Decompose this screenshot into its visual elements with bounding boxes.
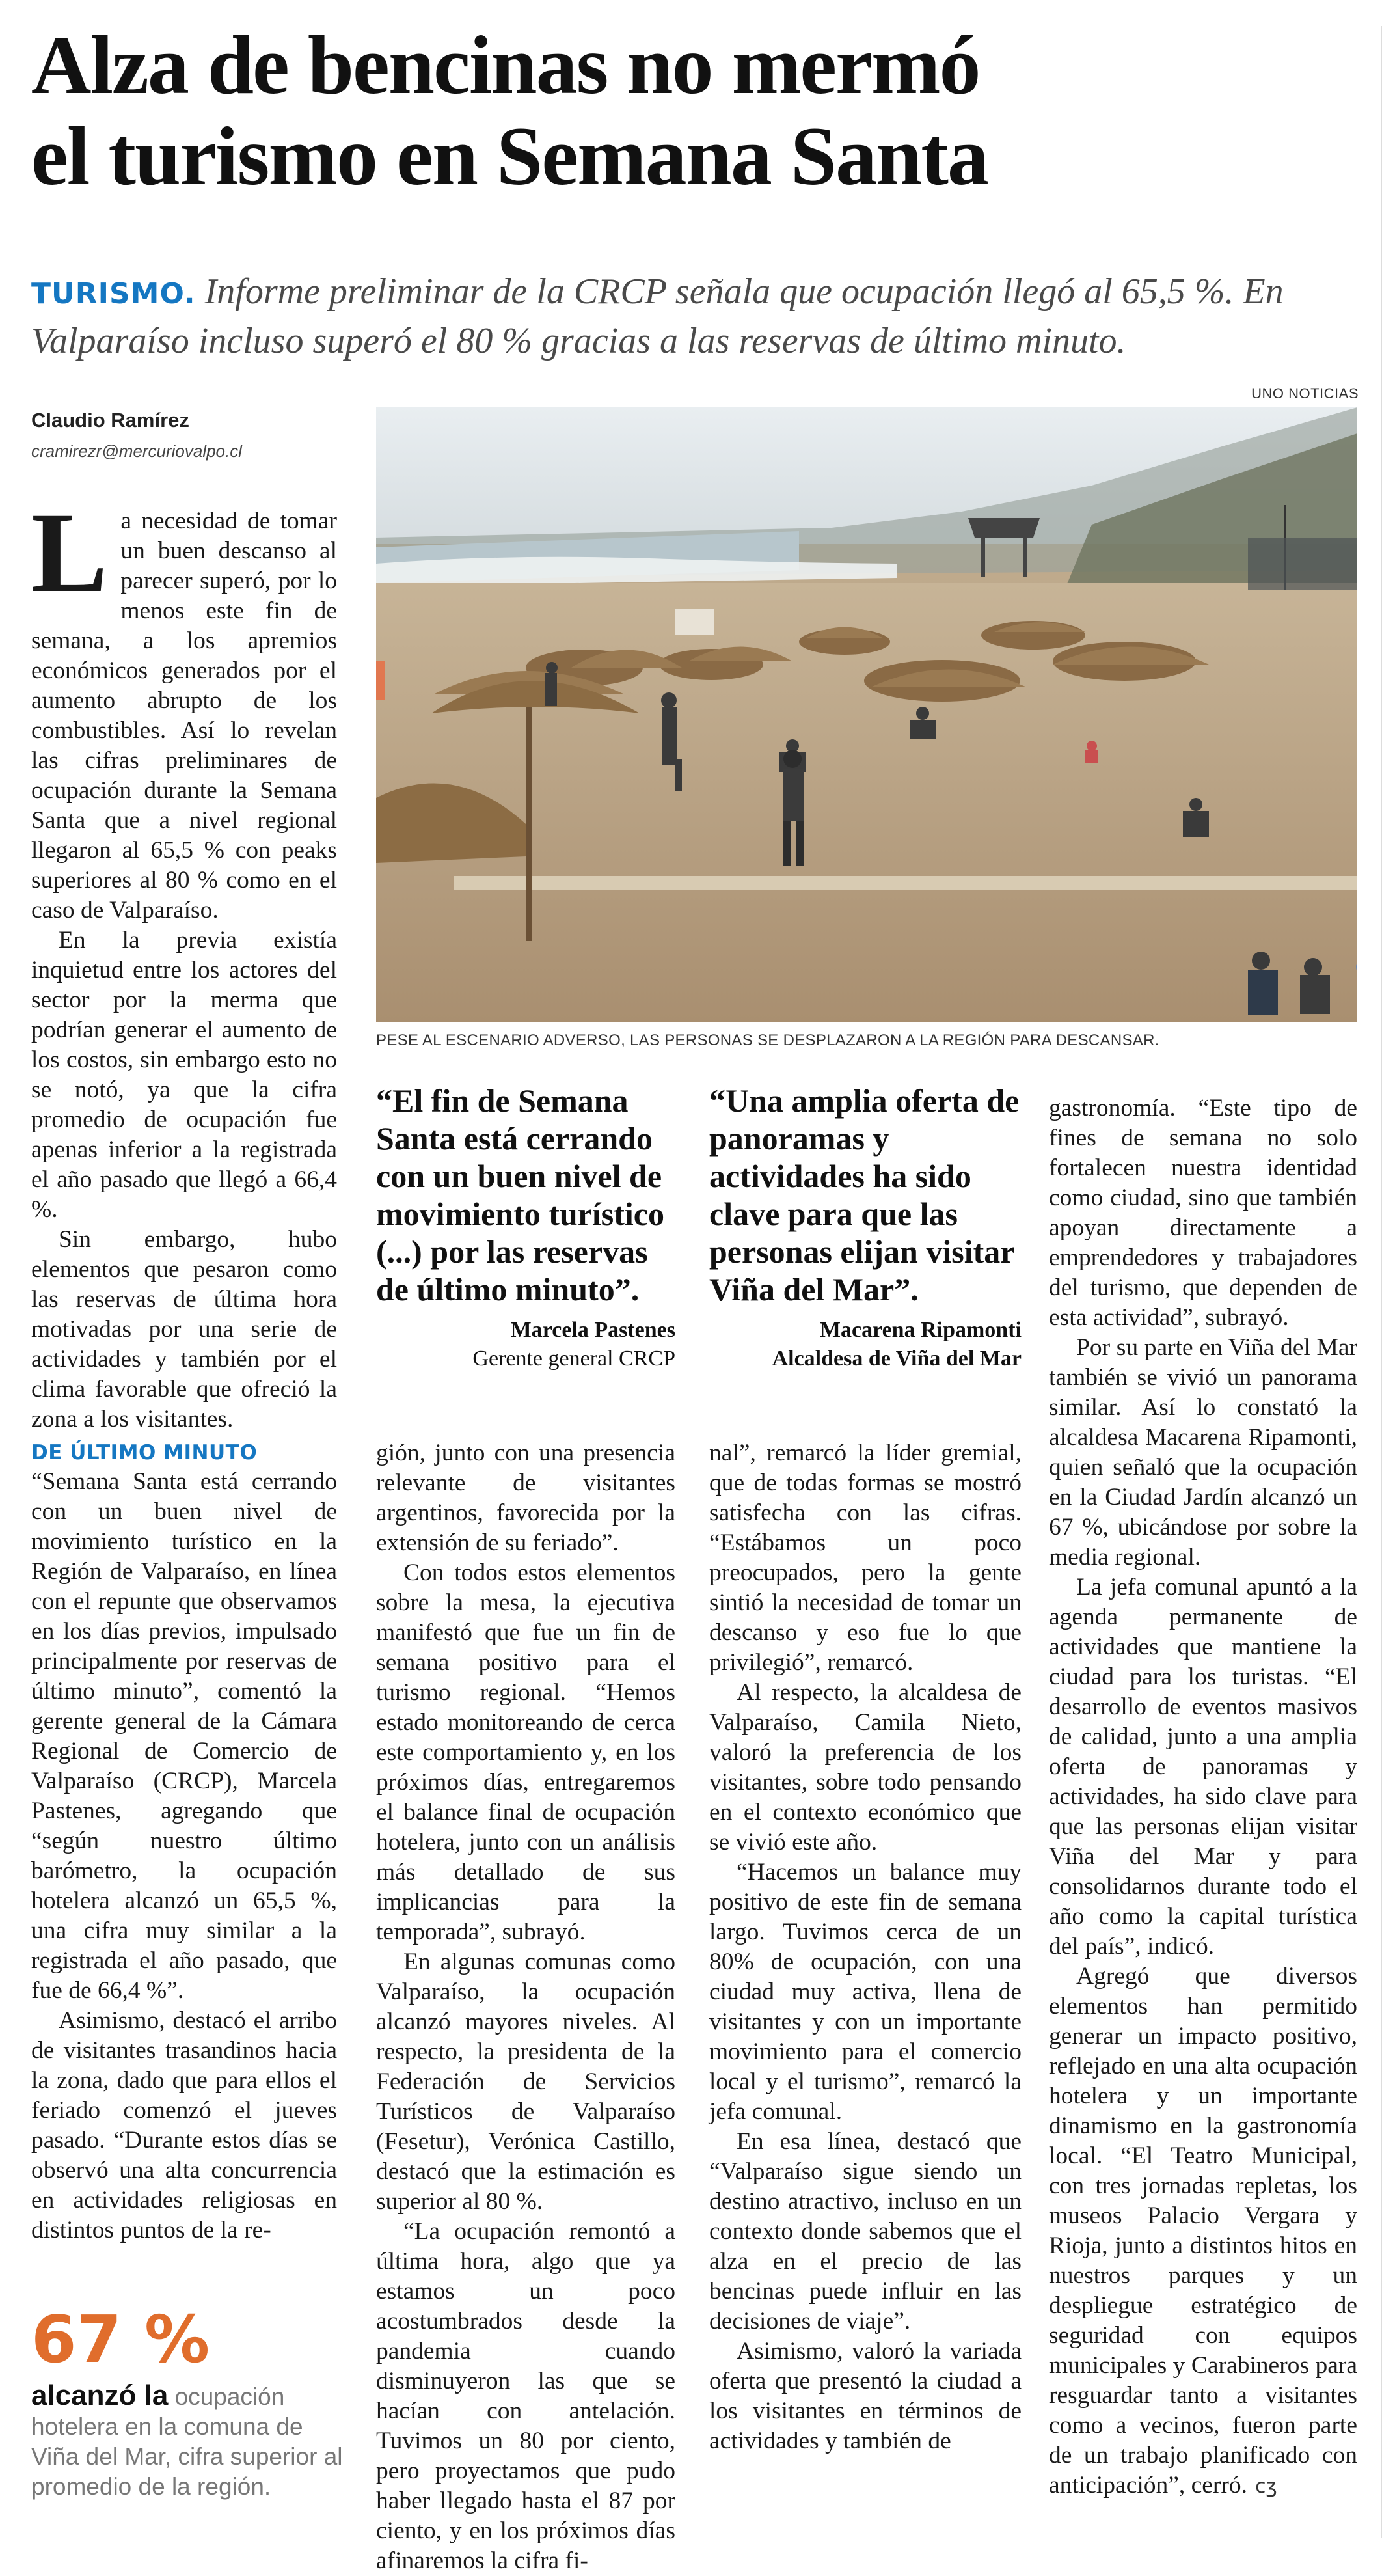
column-4: [1049, 1093, 1357, 2502]
photo-credit: UNO NOTICIAS: [1251, 385, 1359, 402]
stat-text: ocupación hotelera en la comuna de Viña del Mar, cifra superior al promedio de la región.: [31, 2383, 343, 2500]
paragraph: “Hacemos un balance muy positivo de este fin de semana largo. Tuvimos cerca de un 80% de ocupación, con una ciudad muy activa, llena de visitantes y con un importante movimiento para el comercio local y el turismo”, remarcó la jefa comunal.: [709, 1859, 1022, 2125]
end-mark-icon: ᴄʒ: [1255, 2475, 1277, 2498]
lead-paragraph: La necesidad de tomar un buen descanso al parecer superó, por lo menos este fin de semana, a los apremios económicos generados por el aumento abrupto de los combustibles. Así lo revelan las cifras preliminares de ocupación durante la Semana Santa que a nivel regional llegaron al 65,5 % con peaks superiores al 80 % como en el caso de Valparaíso.: [31, 489, 337, 924]
paragraph: Al respecto, la alcaldesa de Valparaíso, Camila Nieto, valoró la preferencia de los visitantes, sobre todo pensando en el contexto económico que se vivió este año.: [709, 1679, 1022, 1856]
stat-number: 67 %: [31, 2301, 210, 2377]
author-email: cramirezr@mercuriovalpo.cl: [31, 441, 243, 461]
paragraph: Por su parte en Viña del Mar también se vivió un panorama similar. Así lo constató la alcaldesa Macarena Ripamonti, quien señaló que la ocupación en la Ciudad Jardín alcanzó un 67 %, ubicándose por sobre la media regional.: [1049, 1334, 1357, 1570]
quote-speaker: Macarena Ripamonti: [819, 1318, 1022, 1342]
beach-photo: [376, 407, 1357, 1022]
paragraph: Con todos estos elementos sobre la mesa, la ejecutiva manifestó que fue un fin de semana positivo para el turismo regional. “Hemos estado monitoreando de cerca este comportamiento y, en los próximos días, entregaremos el balance final de ocupación hotelera, junto con un análisis más detallado de sus implicancias para la temporada”, subrayó.: [376, 1559, 675, 1945]
headline: [31, 20, 1359, 202]
paragraph: Asimismo, destacó el arribo de visitantes trasandinos hacia la zona, dado que para ellos el feriado comenzó el jueves pasado. “Durante estos días se observó una alta concurrencia en actividades religiosas en distintos puntos de la re-: [31, 2007, 337, 2243]
beach-scene-illustration: [376, 407, 1357, 1022]
headline-line-1: Alza de bencinas no mermó: [31, 19, 980, 111]
quote-speaker-role: Alcaldesa de Viña del Mar: [772, 1347, 1022, 1371]
stat-callout: [31, 2301, 357, 2502]
paragraph: Asimismo, valoró la variada oferta que presentó la ciudad a los visitantes en términos de actividades y también de: [709, 2338, 1022, 2454]
paragraph: En la previa existía inquietud entre los actores del sector por la merma que podrían generar el aumento de los costos, sin embargo esto no se notó, ya que la cifra promedio de ocupación fue apenas inferior a la registrada el año pasado que llegó a 66,4 %.: [31, 927, 337, 1223]
deck: [31, 268, 1359, 364]
author-name: Claudio Ramírez: [31, 409, 189, 432]
quote-text: “Una amplia oferta de panoramas y actividades ha sido clave para que las personas elijan visitar Viña del Mar”.: [709, 1082, 1020, 1308]
section-subhead: DE ÚLTIMO MINUTO: [31, 1441, 258, 1464]
headline-line-2: el turismo en Semana Santa: [31, 110, 988, 202]
column-3: [709, 1438, 1022, 2456]
paragraph: “Semana Santa está cerrando con un buen nivel de movimiento turístico en la Región de Valparaíso, en línea con el repunte que observamos en los días previos, impulsado principalmente por reservas de último minuto”, comentó la gerente general de la Cámara Regional de Comercio de Valparaíso (CRCP), Marcela Pastenes, agregando que “según nuestro último barómetro, la ocupación hotelera alcanzó un 65,5 %, una cifra muy similar a la registrada el año pasado, que fue de 66,4 %”.: [31, 1468, 337, 2004]
stat-description: [31, 2381, 357, 2502]
page-edge-rule: [1381, 26, 1382, 2538]
pull-quote-2: [709, 1082, 1022, 1373]
quote-speaker: Marcela Pastenes: [510, 1318, 675, 1342]
drop-cap: L: [31, 489, 108, 616]
column-2: [376, 1438, 675, 2576]
paragraph: gastronomía. “Este tipo de fines de semana no solo fortalecen nuestra identidad como ciudad, sino que también apoyan directamente a emprendedores y trabajadores del turismo, que dependen de esta actividad”, subrayó.: [1049, 1095, 1357, 1331]
section-kicker: TURISMO.: [31, 277, 196, 310]
paragraph: gión, junto con una presencia relevante de visitantes argentinos, favorecida por la extensión de su feriado”.: [376, 1440, 675, 1556]
column-1-continued: [31, 1438, 337, 2245]
paragraph: En algunas comunas como Valparaíso, la ocupación alcanzó mayores niveles. Al respecto, la presidenta de la Federación de Servicios Turísticos de Valparaíso (Fesetur), Verónica Castillo, destacó que la estimación es superior al 80 %.: [376, 1949, 675, 2215]
paragraph: “La ocupación remontó a última hora, algo que ya estamos un poco acostumbrados desde la pandemia cuando disminuyeron las que se hacían con antelación. Tuvimos un 80 por ciento, pero proyectamos que pudo haber llegado hasta el 87 por ciento, y en los próximos días afinaremos la cifra fi-: [376, 2218, 675, 2574]
quote-speaker-role: Gerente general CRCP: [472, 1347, 675, 1371]
paragraph: Sin embargo, hubo elementos que pesaron como las reservas de última hora motivadas por una serie de actividades y también por el clima favorable que ofreció la zona a los visitantes.: [31, 1226, 337, 1432]
paragraph: La jefa comunal apuntó a la agenda permanente de actividades que mantiene la ciudad para los turistas. “El desarrollo de eventos masivos de calidad, junto a una amplia oferta de panoramas y actividades, ha sido clave para que las personas elijan visitar Viña del Mar y para consolidarnos durante todo el año como la capital turística del país”, indicó.: [1049, 1574, 1357, 1960]
column-1: [31, 489, 337, 1434]
pull-quote-1: [376, 1082, 675, 1373]
paragraph: Agregó que diversos elementos han permitido generar un impacto positivo, reflejado en una alta ocupación hotelera y un importante dinamismo en la gastronomía local. “El Teatro Municipal, con tres jornadas repletas, los museos Palacio Vergara y Rioja, junto a distintos hitos en nuestros parques y un despliegue estratégico de seguridad con equipos municipales y Carabineros para resguardar tanto a visitantes como a vecinos, fueron parte de un trabajo planificado con anticipación”, cerró. ᴄʒ: [1049, 1963, 1357, 2499]
quote-text: “El fin de Semana Santa está cerrando con un buen nivel de movimiento turístico (...) por las reservas de último minuto”.: [376, 1082, 664, 1308]
deck-text: Informe preliminar de la CRCP señala que ocupación llegó al 65,5 %. En Valparaíso incluso superó el 80 % gracias a las reservas de último minuto.: [31, 271, 1284, 361]
stat-lead: alcanzó la: [31, 2379, 169, 2411]
paragraph: nal”, remarcó la líder gremial, que de todas formas se mostró satisfecha con las cifras. “Estábamos un poco preocupados, pero la gente sintió la necesidad de tomar un descanso y eso fue lo que privilegió”, remarcó.: [709, 1440, 1022, 1676]
byline: [31, 409, 344, 461]
paragraph: En esa línea, destacó que “Valparaíso sigue siendo un destino atractivo, incluso en un contexto donde sabemos que el alza en el precio de las bencinas puede influir en las decisiones de viaje”.: [709, 2128, 1022, 2335]
photo-caption: PESE AL ESCENARIO ADVERSO, LAS PERSONAS SE DESPLAZARON A LA REGIÓN PARA DESCANSAR.: [376, 1032, 1159, 1049]
